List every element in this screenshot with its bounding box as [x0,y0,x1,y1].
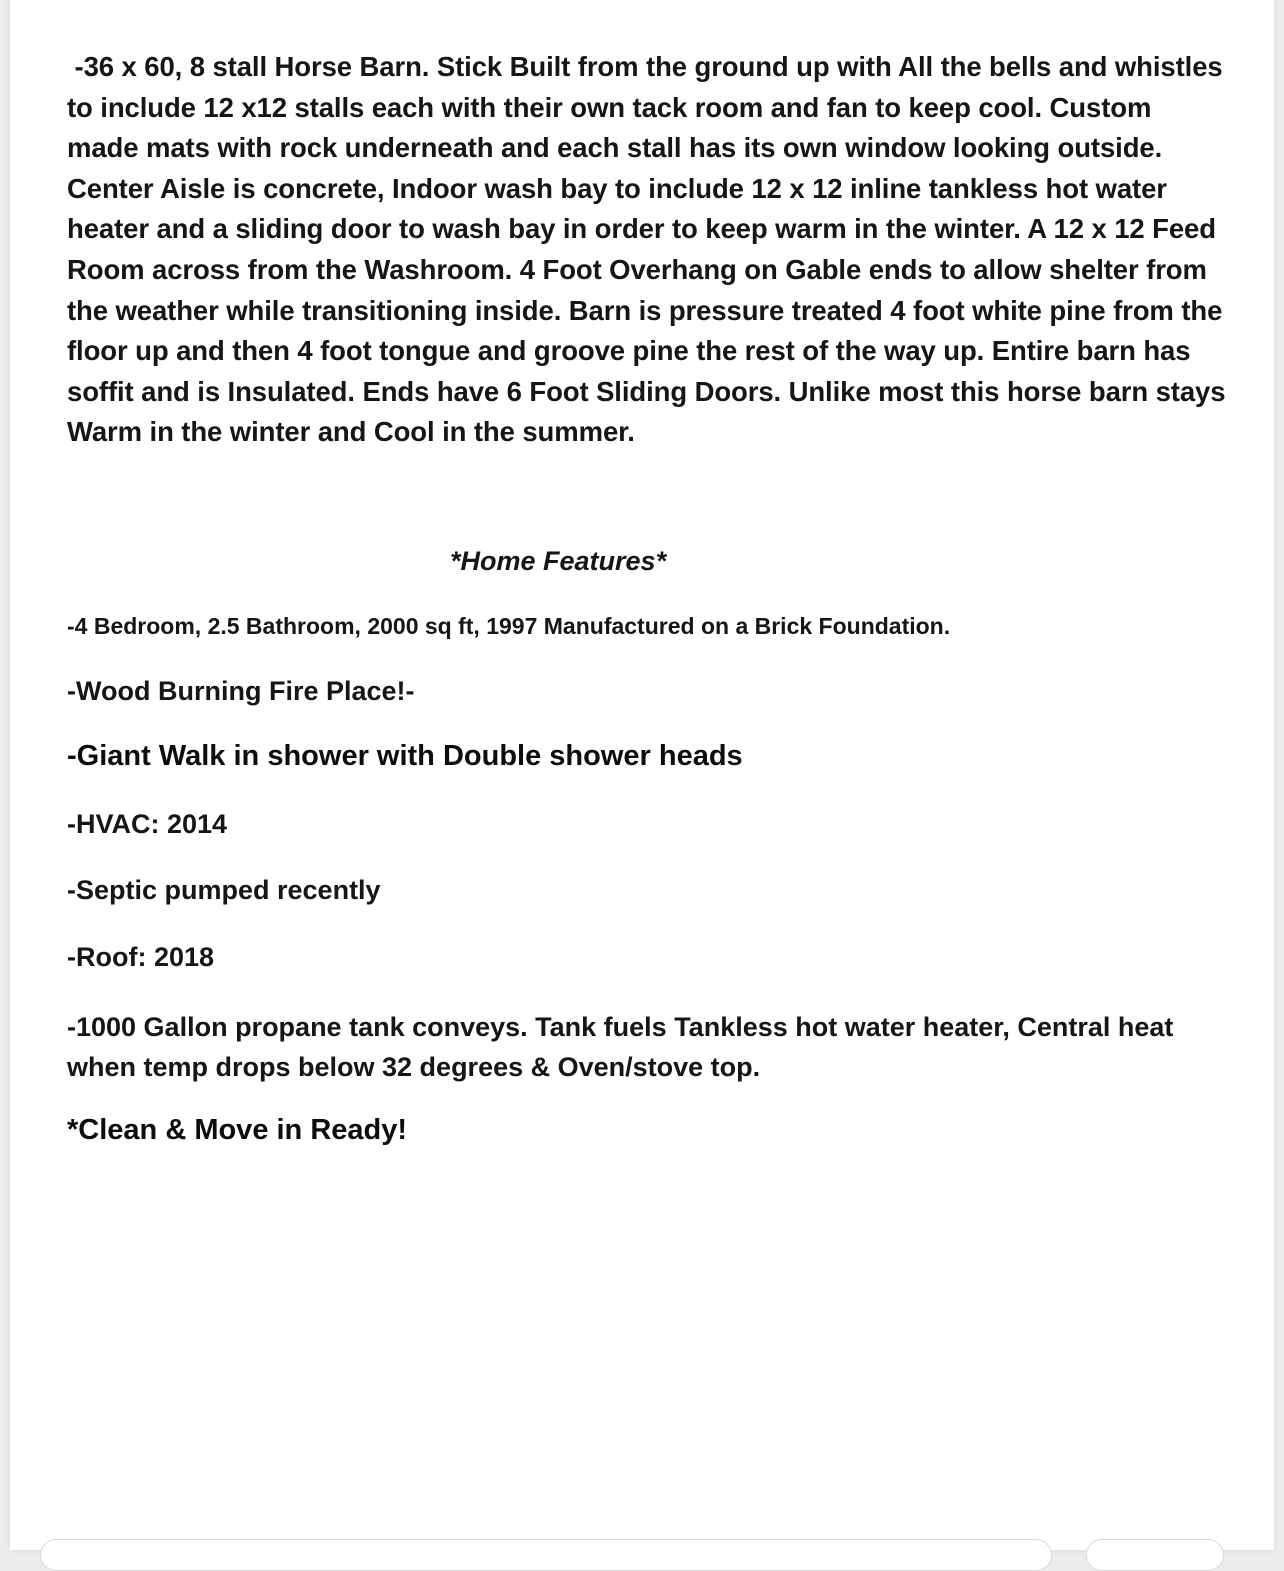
feature-bedrooms: -4 Bedroom, 2.5 Bathroom, 2000 sq ft, 1997 Manufactured on a Brick Foundation. [67,613,951,639]
feature-fireplace: -Wood Burning Fire Place!- [67,676,415,706]
feature-shower: -Giant Walk in shower with Double shower heads [67,740,743,772]
feature-move-in-ready: *Clean & Move in Ready! [67,1114,408,1146]
bottom-input-field[interactable] [40,1539,1052,1571]
home-features-heading: *Home Features* [450,546,667,576]
feature-septic: -Septic pumped recently [67,875,381,905]
bottom-action-button[interactable] [1086,1539,1224,1571]
barn-description: -36 x 60, 8 stall Horse Barn. Stick Built from the ground up with All the bells and whistles to include 12 x12 stalls each with their own tack room and fan to keep cool. Custom made mats with rock underneath and each stall has its own window looking outside. Center Aisle is concrete, Indoor wash bay to include 12 x 12 inline tankless hot water heater and a sliding door to wash bay in order to keep warm in the winter. A 12 x 12 Feed Room across from the Washroom. 4 Foot Overhang on Gable ends to allow shelter from the weather while transitioning inside. Barn is pressure treated 4 foot white pine from the floor up and then 4 foot tongue and groove pine the rest of the way up. Entire barn has soffit and is Insulated. Ends have 6 Foot Sliding Doors. Unlike most this horse barn stays Warm in the winter and Cool in the summer. [67,51,1233,448]
document-page [10,0,1274,1550]
feature-roof: -Roof: 2018 [67,942,215,972]
feature-propane: -1000 Gallon propane tank conveys. Tank fuels Tankless hot water heater, Central heat when temp drops below 32 degrees & Oven/stove top. [67,1012,1174,1082]
feature-hvac: -HVAC: 2014 [67,809,228,839]
barn-section [67,47,1233,453]
